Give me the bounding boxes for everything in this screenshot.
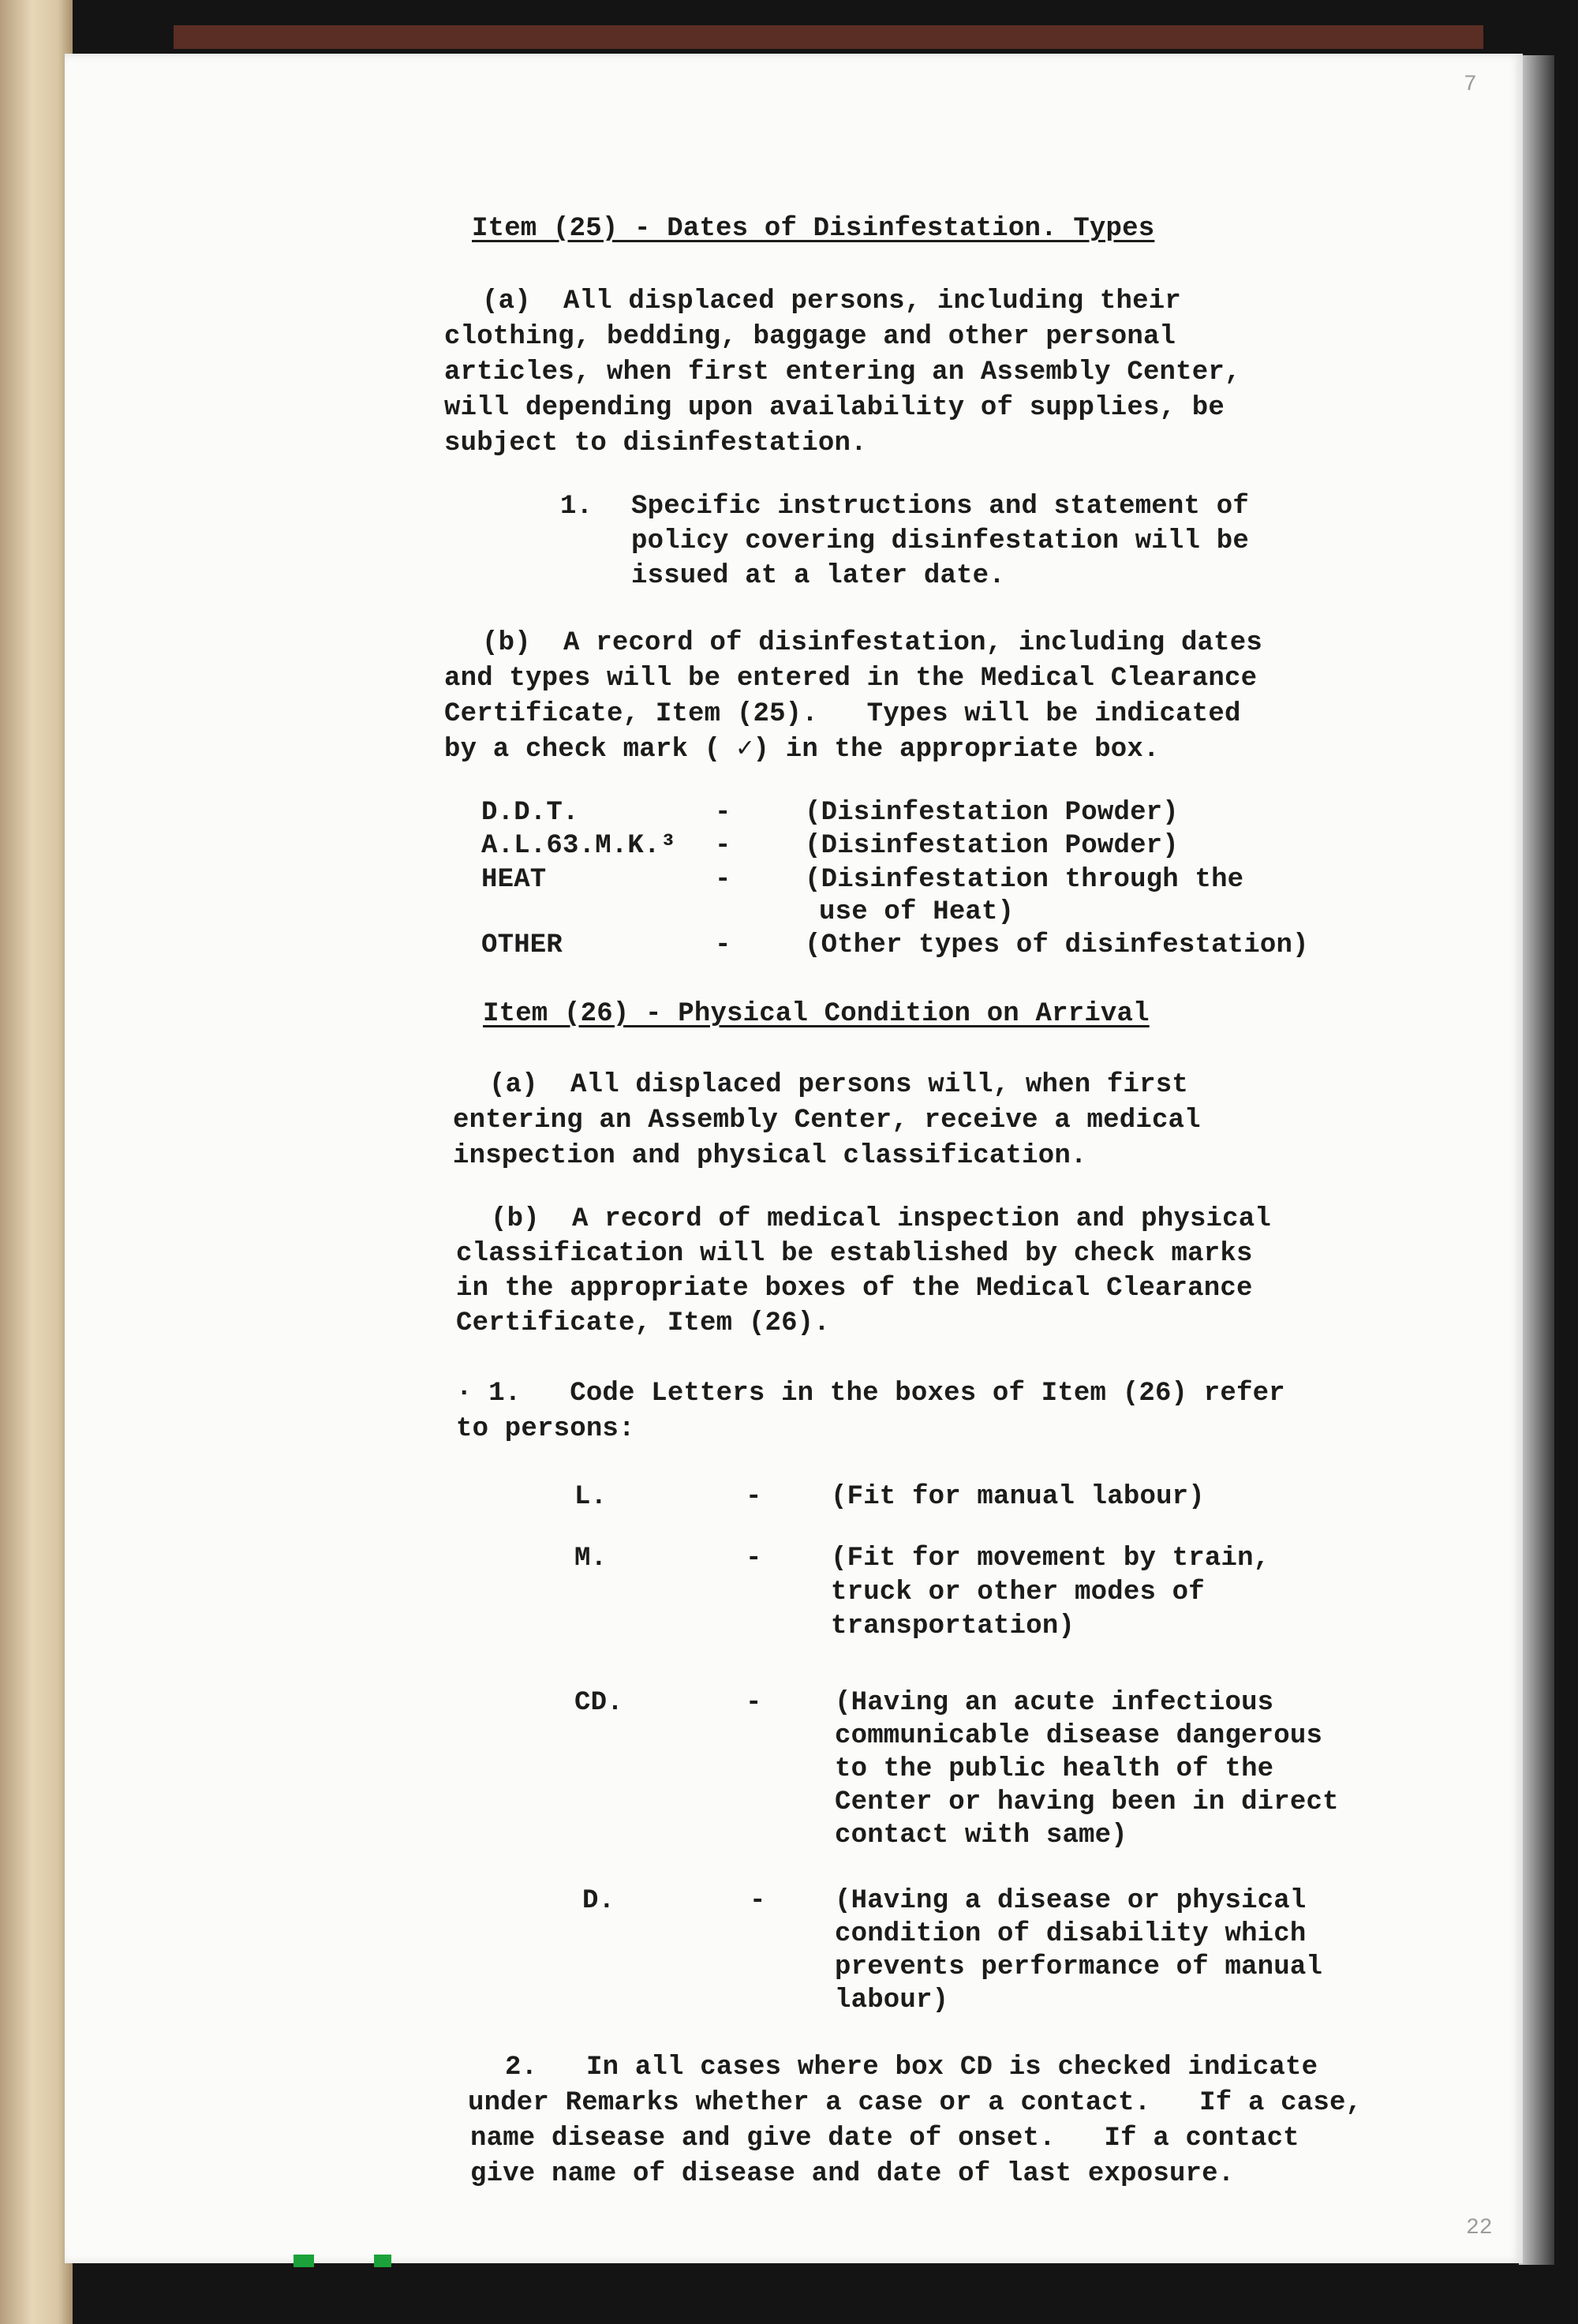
item-25-sub-1-line: Specific instructions and statement of xyxy=(631,492,1249,522)
code-description: transportation) xyxy=(831,1611,1075,1641)
item-26-para-b-line: classification will be established by check marks xyxy=(456,1239,1253,1269)
code-description: to the public health of the xyxy=(835,1754,1274,1784)
item-26-sub-2-line: 2. In all cases where box CD is checked indicate xyxy=(505,2053,1318,2083)
item-26-sub-2-line: give name of disease and date of last exposure. xyxy=(470,2159,1235,2189)
type-code: OTHER xyxy=(481,930,563,960)
item-25-para-a-line: subject to disinfestation. xyxy=(444,428,867,458)
color-tab xyxy=(374,2255,391,2267)
type-description: use of Heat) xyxy=(819,897,1015,927)
type-dash: - xyxy=(715,798,731,828)
code-description: (Having an acute infectious xyxy=(835,1688,1274,1718)
code-description: truck or other modes of xyxy=(831,1577,1205,1607)
code-description: (Fit for movement by train, xyxy=(831,1544,1270,1574)
type-description: (Disinfestation Powder) xyxy=(805,831,1179,861)
code-description: (Fit for manual labour) xyxy=(831,1482,1205,1512)
margin-mark-bottom: 22 xyxy=(1466,2216,1493,2240)
code-description: Center or having been in direct xyxy=(835,1787,1339,1817)
code-description: prevents performance of manual xyxy=(835,1952,1323,1982)
type-code: D.D.T. xyxy=(481,798,579,828)
code-description: (Having a disease or physical xyxy=(835,1886,1307,1916)
item-25-para-b-line: by a check mark ( ✓) in the appropriate box. xyxy=(444,735,1160,765)
item-26-para-b-line: in the appropriate boxes of the Medical Clearance xyxy=(456,1274,1253,1304)
book-binding xyxy=(0,0,73,2324)
code-description: labour) xyxy=(835,1985,949,2015)
item-25-para-a-line: clothing, bedding, baggage and other personal xyxy=(444,322,1176,352)
type-description: (Disinfestation through the xyxy=(805,865,1244,895)
item-25-para-b-line: Certificate, Item (25). Types will be indicated xyxy=(444,699,1241,729)
item-25-para-b-line: and types will be entered in the Medical Clearance xyxy=(444,664,1258,694)
item-25-sub-1-line: policy covering disinfestation will be xyxy=(631,526,1249,556)
type-dash: - xyxy=(715,831,731,861)
type-code: HEAT xyxy=(481,865,547,895)
code-description: condition of disability which xyxy=(835,1919,1307,1949)
item-25-sub-1-line: issued at a later date. xyxy=(631,561,1005,591)
code-dash: - xyxy=(746,1544,762,1574)
item-26-sub-2-line: name disease and give date of onset. If a contact xyxy=(470,2124,1299,2154)
margin-mark-top: 7 xyxy=(1464,73,1477,97)
item-26-para-a-line: entering an Assembly Center, receive a medical xyxy=(453,1106,1201,1136)
code-letter: L. xyxy=(574,1482,608,1512)
code-dash: - xyxy=(746,1688,762,1718)
book-cover-edge xyxy=(174,25,1483,49)
item-26-sub-1-line: · 1. Code Letters in the boxes of Item (26) refer xyxy=(456,1379,1285,1409)
item-25-para-a-line: articles, when first entering an Assembly Center, xyxy=(444,357,1241,387)
type-code: A.L.63.M.K.³ xyxy=(481,831,677,861)
color-tab xyxy=(294,2255,314,2267)
type-description: (Other types of disinfestation) xyxy=(805,930,1309,960)
item-26-para-a-line: inspection and physical classification. xyxy=(453,1141,1087,1171)
type-description: (Disinfestation Powder) xyxy=(805,798,1179,828)
item-26-para-b-line: (b) A record of medical inspection and physical xyxy=(491,1204,1271,1234)
item-25-para-b-line: (b) A record of disinfestation, including dates xyxy=(482,628,1262,658)
code-dash: - xyxy=(746,1482,762,1512)
item-26-para-a-line: (a) All displaced persons will, when first xyxy=(489,1070,1188,1100)
item-25-sub-1-number: 1. xyxy=(560,492,593,522)
item-25-heading: Item (25) - Dates of Disinfestation. Types xyxy=(472,214,1155,244)
code-letter: D. xyxy=(582,1886,615,1916)
type-dash: - xyxy=(715,930,731,960)
code-description: communicable disease dangerous xyxy=(835,1721,1323,1751)
page-edge-shadow xyxy=(1519,55,1554,2265)
item-26-heading: Item (26) - Physical Condition on Arrival xyxy=(483,999,1150,1029)
item-25-para-a-line: will depending upon availability of supplies, be xyxy=(444,393,1225,423)
code-letter: CD. xyxy=(574,1688,623,1718)
code-description: contact with same) xyxy=(835,1821,1127,1851)
item-26-sub-1-line: to persons: xyxy=(456,1414,635,1444)
item-26-sub-2-line: under Remarks whether a case or a contact. If a case, xyxy=(468,2088,1363,2118)
code-dash: - xyxy=(750,1886,766,1916)
item-25-para-a-line: (a) All displaced persons, including their xyxy=(482,286,1181,316)
code-letter: M. xyxy=(574,1544,608,1574)
item-26-para-b-line: Certificate, Item (26). xyxy=(456,1308,830,1338)
type-dash: - xyxy=(715,865,731,895)
